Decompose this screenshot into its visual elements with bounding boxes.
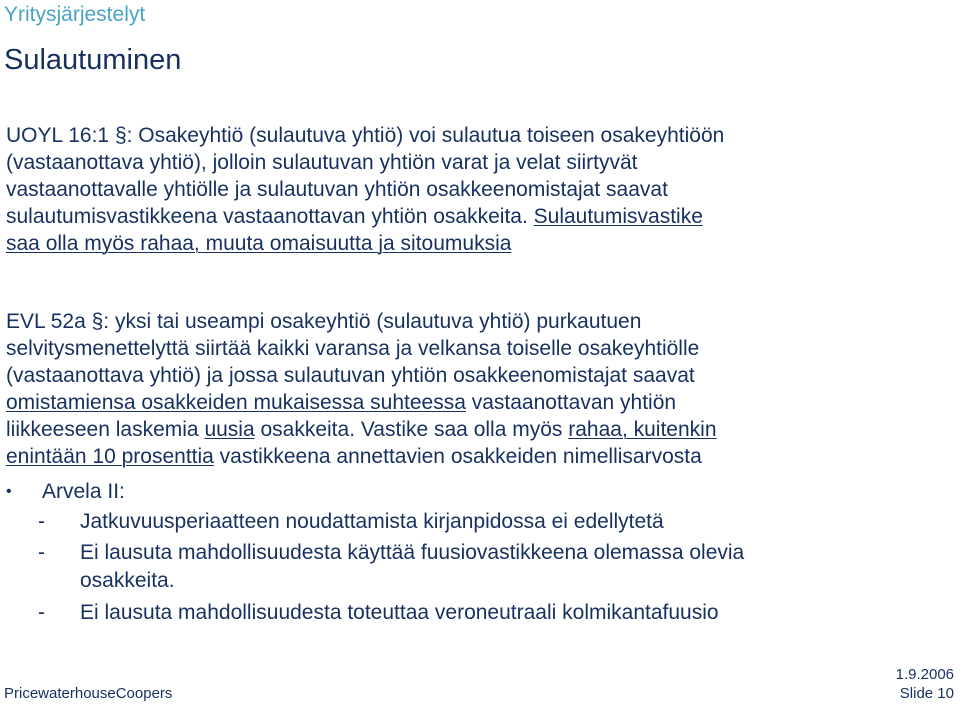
underlined-text: Sulautumisvastike	[533, 205, 703, 228]
dash-icon: -	[38, 601, 45, 624]
paragraph-line	[6, 443, 717, 470]
paragraph-line: UOYL 16:1 §: Osakeyhtiö (sulautuva yhtiö) voi sulautua toiseen osakeyhtiöön	[6, 124, 725, 147]
footer-company: PricewaterhouseCoopers	[4, 685, 173, 702]
underlined-text: omistamiensa osakkeiden mukaisessa suhteessa	[6, 391, 466, 414]
list-item-text	[80, 539, 744, 595]
underlined-text: saa olla myös rahaa, muuta omaisuutta ja sitoumuksia	[6, 232, 512, 255]
paragraph-line	[6, 203, 724, 230]
list-item-line: Ei lausuta mahdollisuudesta käyttää fuusiovastikkeena olemassa olevia	[80, 541, 745, 564]
paragraph-line: (vastaanottava yhtiö), jolloin sulautuvan yhtiön varat ja velat siirtyvät	[6, 151, 638, 174]
footer-slide-number: Slide 10	[899, 685, 954, 702]
underlined-text: rahaa, kuitenkin	[568, 418, 717, 441]
list-item-line: osakkeita.	[80, 569, 175, 592]
text-run: vastikkeena annettavien osakkeiden nimellisarvosta	[213, 445, 702, 468]
bullet-icon: •	[6, 483, 12, 500]
slide-title: Sulautuminen	[4, 44, 182, 76]
section-header: Yritysjärjestelyt	[4, 3, 146, 26]
paragraph-line: (vastaanottava yhtiö) ja jossa sulautuvan yhtiön osakkeenomistajat saavat	[6, 364, 695, 387]
paragraph-line	[6, 230, 724, 257]
text-run: liikkeeseen laskemia	[6, 418, 205, 441]
list-item-text	[80, 508, 664, 536]
list-item-line: Jatkuvuusperiaatteen noudattamista kirjanpidossa ei edellytetä	[80, 510, 664, 533]
underlined-text: enintään 10 prosenttia	[6, 445, 214, 468]
text-run: vastaanottavan yhtiön	[465, 391, 677, 414]
dash-icon: -	[38, 510, 45, 533]
paragraph-line: vastaanottavalle yhtiölle ja sulautuvan yhtiön osakkeenomistajat saavat	[6, 178, 668, 201]
paragraph-uoyl	[6, 122, 724, 257]
paragraph-evl	[6, 308, 717, 470]
footer-date: 1.9.2006	[895, 666, 954, 683]
list-item-line: Ei lausuta mahdollisuudesta toteuttaa veroneutraali kolmikantafuusio	[80, 601, 719, 624]
underlined-text: uusia	[204, 418, 255, 441]
text-run: sulautumisvastikkeena vastaanottavan yhtiön osakkeita.	[6, 205, 534, 228]
bullet-label: Arvela II:	[42, 480, 125, 503]
paragraph-line: selvitysmenettelyttä siirtää kaikki varansa ja velkansa toiselle osakeyhtiölle	[6, 337, 700, 360]
dash-icon: -	[38, 541, 45, 564]
paragraph-line	[6, 416, 717, 443]
list-item-text	[80, 599, 719, 627]
text-run: osakkeita. Vastike saa olla myös	[254, 418, 569, 441]
paragraph-line: EVL 52a §: yksi tai useampi osakeyhtiö (sulautuva yhtiö) purkautuen	[6, 310, 642, 333]
paragraph-line	[6, 389, 717, 416]
